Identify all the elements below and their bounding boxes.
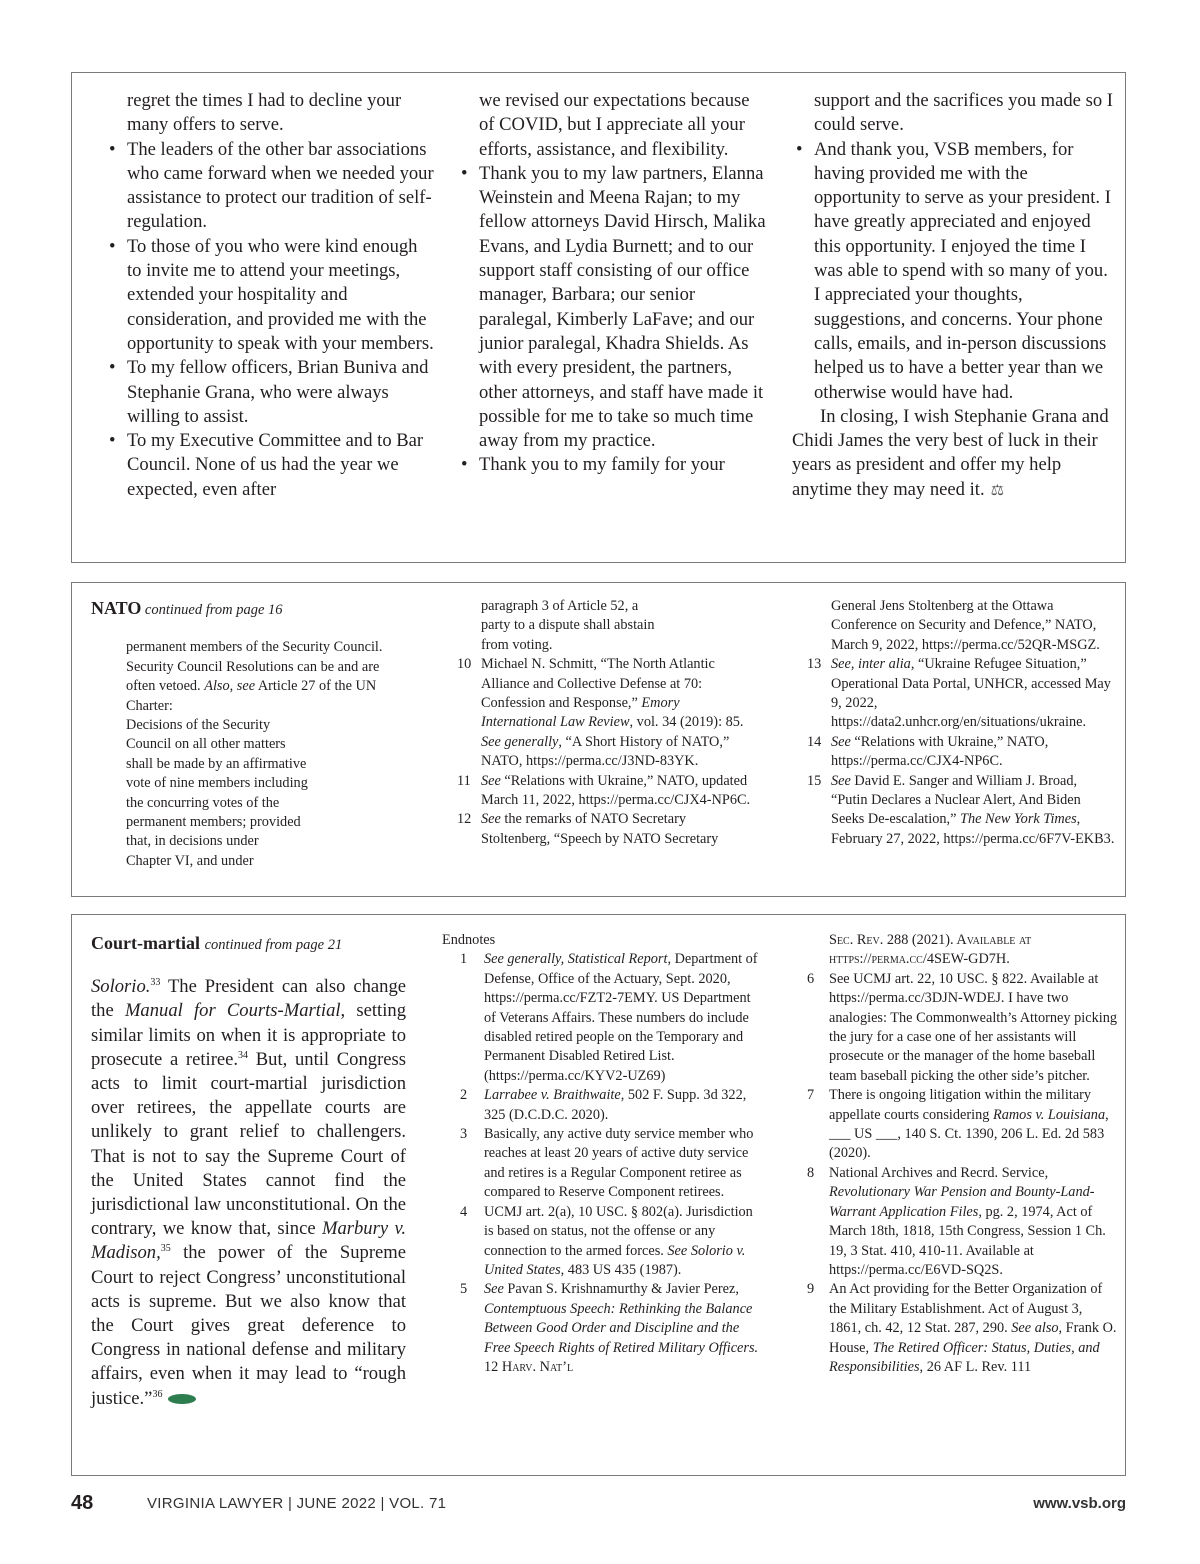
- footnote-text: “Relations with Ukraine,” NATO, https://perma.cc/CJX4-NP6C.: [831, 733, 1049, 770]
- endnote-2: [442, 1086, 762, 1125]
- bullet-item: • The leaders of the other bar associations who came forward when we needed your assistance to protect our tradition of self-regulation.: [105, 138, 435, 235]
- quote-line: the concurring votes of the: [126, 794, 280, 811]
- endnote-text: , 502 F. Supp. 3d 322, 325 (D.C.D.C. 2020).: [484, 1087, 747, 1123]
- footnote-number: 15: [807, 772, 822, 789]
- body-text: But, until Congress acts to limit court-martial jurisdiction over retirees, the appellate courts are unlikely to grant relief to challengers. That is not to say the Supreme Court of the United States cannot find the jurisdictional law unconstitutional. On the contrary, we know that, since: [91, 1048, 406, 1240]
- quote-line: from voting.: [481, 636, 553, 653]
- bullet-item: • And thank you, VSB members, for having provided me with the opportunity to serve as your president. I have greatly appreciated and enjoyed this opportunity. I enjoyed the time I was able to spend with so many of you. I appreciated your thoughts, suggestions, and concerns. Your phone calls, emails, and in-person discussions helped us to have a better year than we otherwise would have had.: [792, 138, 1117, 405]
- court-martial-continued-label: continued from page 21: [204, 937, 343, 953]
- endnote-italic: See Solorio v. United States: [484, 1242, 746, 1278]
- footnote-ref: 33: [150, 977, 161, 989]
- page-number: 48: [71, 1492, 94, 1514]
- nato-note-text: Article 27 of the UN Charter:: [126, 678, 377, 714]
- endnote-text: Basically, any active duty service member who reaches at least 20 years of active duty service and retires is a Regular Component retiree as compared to Reserve Component retirees.: [484, 1126, 754, 1201]
- nato-footnote-15: [807, 772, 1117, 850]
- endnote-text: An Act providing for the Better Organization of the Military Establishment. Act of August 3, 1861, ch. 42, 12 Stat. 287, 290.: [829, 1281, 1103, 1337]
- nato-note-italic: Also, see: [204, 678, 256, 695]
- quote-line: shall be made by an affirmative: [126, 755, 307, 772]
- endnote-text: , ___ US ___, 140 S. Ct. 1390, 206 L. Ed. 2d 583 (2020).: [829, 1106, 1109, 1162]
- quote-line: paragraph 3 of Article 52, a: [481, 598, 639, 614]
- endnotes-column-2: [807, 931, 1117, 1377]
- remarks-column-2: [457, 89, 767, 478]
- endnote-italic: See: [484, 1281, 504, 1298]
- quote-line: Chapter VI, and under: [126, 852, 254, 869]
- un-charter-quote: [126, 716, 411, 871]
- bullet-item: • To those of you who were kind enough to invite me to attend your meetings, extended your hospitality and consideration, and provided me with the opportunity to speak with your members.: [105, 235, 435, 356]
- footnote-italic: See generally: [481, 733, 559, 750]
- footnote-number: 12: [457, 811, 472, 828]
- nato-footnote-13: 13 See, inter alia, “Ukraine Refugee Situation,” Operational Data Portal, UNHCR, accessed May 9, 2022, https://data2.unhcr.org/en/situations/ukraine.: [807, 655, 1117, 733]
- nato-column-1: [91, 599, 411, 871]
- paragraph: we revised our expectations because of COVID, but I appreciate all your efforts, assistance, and flexibility.: [479, 90, 750, 160]
- endnote-number: 8: [807, 1164, 815, 1181]
- magazine-issue: VIRGINIA LAWYER | JUNE 2022 | VOL. 71: [147, 1495, 447, 1512]
- endnote-text: , Frank O. House,: [829, 1320, 1117, 1356]
- footnote-text: , “A Short History of NATO,” NATO, https://perma.cc/J3ND-83YK.: [481, 733, 730, 770]
- endnote-3: [442, 1125, 762, 1203]
- nato-footnote-14: [807, 733, 1117, 772]
- body-text: The President can also change the: [91, 976, 406, 1022]
- quote-line: Decisions of the Security: [126, 717, 271, 734]
- endnote-italic: Larrabee v. Braithwaite: [484, 1087, 621, 1104]
- footnote-number: 13: [807, 656, 822, 673]
- scales-of-justice-icon: ⚖: [990, 482, 1005, 499]
- endnote-text: See UCMJ art. 22, 10 USC. § 822. Available at https://perma.cc/3DJN-WDEJ. I have two analogies: The Commonwealth’s Attorney picking the jury for a case one of her assistants will prosecute or the manager of the home baseball team baseball picking the other side’s pitcher.: [829, 970, 1118, 1084]
- nato-footnote-12: [457, 810, 757, 849]
- nato-note-text: permanent members of the Security Council. Security Council Resolutions can be and are often vetoed.: [126, 639, 383, 695]
- manual-title: Manual for Courts-Martial: [124, 1000, 341, 1022]
- endnotes-heading: Endnotes: [442, 932, 496, 948]
- quote-line: vote of nine members including: [126, 775, 308, 792]
- nato-continuation-box: [71, 582, 1126, 897]
- endnote-number: 5: [460, 1281, 468, 1298]
- endnote-number: 2: [460, 1087, 468, 1104]
- nato-footnote-9: [91, 638, 411, 871]
- website-url[interactable]: www.vsb.org: [1033, 1495, 1126, 1512]
- case-name: Solorio.: [91, 976, 151, 998]
- nato-title: NATO: [91, 598, 142, 618]
- endnote-text: , 26 AF L. Rev. 111: [919, 1358, 1032, 1375]
- court-martial-heading: [91, 931, 406, 957]
- body-text: , setting similar limits on when it is appropriate to prosecute a retiree.: [91, 1000, 406, 1070]
- endnote-text: 12 Harv. Nat’l: [484, 1358, 574, 1375]
- endnote-number: 1: [460, 951, 468, 968]
- court-martial-title: Court-martial: [91, 933, 200, 953]
- court-martial-column-1: [91, 931, 406, 1411]
- footnote-text: David E. Sanger and William J. Broad, “Putin Declares a Nuclear Alert, And Biden Seeks De-escalation,”: [831, 772, 1081, 828]
- endnote-text: UCMJ art. 2(a), 10 USC. § 802(a). Jurisdiction is based on status, not the offense or any connection to the armed forces.: [484, 1203, 753, 1259]
- closing-remarks-box: [71, 72, 1126, 563]
- footnote-italic: See: [831, 733, 851, 750]
- endnote-number: 7: [807, 1087, 815, 1104]
- endnote-5: [442, 1280, 762, 1377]
- endnote-text: , pg. 2, 1974, Act of March 18th, 1818, 15th Congress, Session 1 Ch. 19, 3 Stat. 410, 410-11. Available at https://perma.cc/E6VD-SQ2S.: [829, 1203, 1106, 1278]
- paragraph: [792, 405, 1117, 503]
- footnote-text: Michael N. Schmitt, “The North Atlantic Alliance and Collective Defense at 70: Confession and Response,”: [481, 656, 715, 712]
- endnote-text: National Archives and Recrd. Service,: [829, 1164, 1049, 1181]
- endnote-8: [807, 1164, 1117, 1280]
- remarks-column-3: [792, 89, 1117, 503]
- footnote-ref: 34: [238, 1049, 249, 1061]
- nato-footnote-11: [457, 772, 757, 811]
- footnote-number: 14: [807, 733, 822, 750]
- bullet-item: • Thank you to my law partners, Elanna Weinstein and Meena Rajan; to my fellow attorneys David Hirsch, Malika Evans, and Lydia Burnett; and to our support staff consisting of our office manager, Barbara; our senior paralegal, Kimberly LaFave; and our junior paralegal, Khadra Shields. As with every president, the partners, other attorneys, and staff have made it possible for me to take so much time away from my practice.: [457, 162, 767, 454]
- footnote-number: 11: [457, 772, 471, 789]
- endnote-italic: Contemptuous Speech: Rethinking the Balance Between Good Order and Discipline and the Free Speech Rights of Retired Military Officers.: [484, 1300, 759, 1356]
- nato-footnote-10: [457, 655, 757, 771]
- footnote-ref: 35: [160, 1243, 171, 1255]
- endnote-italic: See also: [1011, 1320, 1059, 1337]
- case-name: Marbury v. Madison,: [91, 1218, 406, 1264]
- endnote-italic: Ramos v. Louisiana: [992, 1106, 1106, 1123]
- leaf-icon: [168, 1394, 196, 1404]
- endnote-italic: See generally, Statistical Report: [484, 951, 668, 968]
- footnote-number: 10: [457, 656, 472, 673]
- endnote-number: 4: [460, 1203, 468, 1220]
- paragraph-text: In closing, I wish Stephanie Grana and Chidi James the very best of luck in their years as president and offer my help anytime they may need it.: [792, 405, 1109, 500]
- endnote-number: 6: [807, 970, 815, 987]
- footnote-italic: Emory International Law Review: [481, 695, 680, 731]
- endnote-text: There is ongoing litigation within the military appellate courts considering: [829, 1087, 1092, 1123]
- nato-continued-label: continued from page 16: [144, 602, 283, 618]
- page-footer: [71, 1492, 1126, 1516]
- footnote-italic: See: [481, 772, 501, 789]
- footnote-italic: inter alia,: [858, 656, 915, 673]
- endnote-5-continuation: Sec. Rev. 288 (2021). Available at https://perma.cc/4SEW-GD7H.: [829, 932, 1032, 968]
- endnotes-column-1: [442, 931, 762, 1377]
- court-martial-body: [91, 975, 406, 1411]
- footnote-italic: The New York Times: [960, 811, 1077, 828]
- footnote-text: , vol. 34 (2019): 85.: [629, 714, 744, 731]
- endnote-7: [807, 1086, 1117, 1164]
- bullet-item: • Thank you to my family for your: [457, 453, 767, 477]
- footnote-italic: See: [831, 772, 851, 789]
- nato-column-3: [807, 597, 1117, 849]
- endnote-6: [807, 970, 1117, 1086]
- quote-line: permanent members; provided: [126, 814, 301, 831]
- footnote-italic: See: [831, 656, 851, 673]
- endnote-text: , 483 US 435 (1987).: [560, 1261, 682, 1278]
- endnote-number: 9: [807, 1281, 815, 1298]
- nato-note-continuation: [457, 597, 757, 655]
- paragraph: regret the times I had to decline your many offers to serve.: [127, 90, 402, 136]
- endnote-italic: Revolutionary War Pension and Bounty-Land-Warrant Application Files: [829, 1184, 1095, 1220]
- nato-column-2: [457, 597, 757, 849]
- body-text: the power of the Supreme Court to reject Congress’ unconstitutional acts is supreme. But we also know that the Court gives great deference to Congress in national defense and military affairs, even when it may lead to “rough justice.”: [91, 1242, 406, 1409]
- bullet-item: • To my Executive Committee and to Bar Council. None of us had the year we expected, even after: [105, 429, 435, 502]
- footnote-text: “Ukraine Refugee Situation,” Operational Data Portal, UNHCR, accessed May 9, 2022, https://data2.unhcr.org/en/situations/ukraine.: [831, 656, 1111, 731]
- bullet-item: • To my fellow officers, Brian Buniva and Stephanie Grana, who were always willing to assist.: [105, 356, 435, 429]
- footnote-text: the remarks of NATO Secretary Stoltenberg, “Speech by NATO Secretary: [481, 811, 719, 847]
- footnote-text: , February 27, 2022, https://perma.cc/6F7V-EKB3.: [831, 811, 1115, 847]
- paragraph: support and the sacrifices you made so I could serve.: [814, 90, 1113, 136]
- quote-line: that, in decisions under: [126, 833, 259, 850]
- quote-line: party to a dispute shall abstain: [481, 617, 655, 634]
- nato-heading: [91, 599, 411, 620]
- endnote-number: 3: [460, 1126, 468, 1143]
- nato-note-12-continuation: General Jens Stoltenberg at the Ottawa Conference on Security and Defence,” NATO, March 9, 2022, https://perma.cc/52QR-MSGZ.: [831, 598, 1100, 653]
- endnote-text: , Department of Defense, Office of the Actuary, Sept. 2020, https://perma.cc/FZT2-7EMY. US Department of Veterans Affairs. These numbers do include disabled retired people on the Temporary and Permanent Disabled Retired List. (https://perma.cc/KYV2-UZ69): [484, 951, 758, 1084]
- endnote-1: [442, 950, 762, 1086]
- endnote-9: [807, 1280, 1117, 1377]
- footnote-text: “Relations with Ukraine,” NATO, updated March 11, 2022, https://perma.cc/CJX4-NP6C.: [481, 772, 751, 809]
- endnote-text: Pavan S. Krishnamurthy & Javier Perez,: [503, 1281, 739, 1298]
- footnote-ref: 36: [152, 1388, 163, 1400]
- remarks-column-1: [105, 89, 435, 502]
- quote-line: Council on all other matters: [126, 736, 286, 753]
- endnote-4: [442, 1203, 762, 1281]
- endnote-italic: The Retired Officer: Status, Duties, and Responsibilities: [829, 1339, 1100, 1375]
- court-martial-continuation-box: [71, 914, 1126, 1476]
- footnote-italic: See: [481, 811, 501, 828]
